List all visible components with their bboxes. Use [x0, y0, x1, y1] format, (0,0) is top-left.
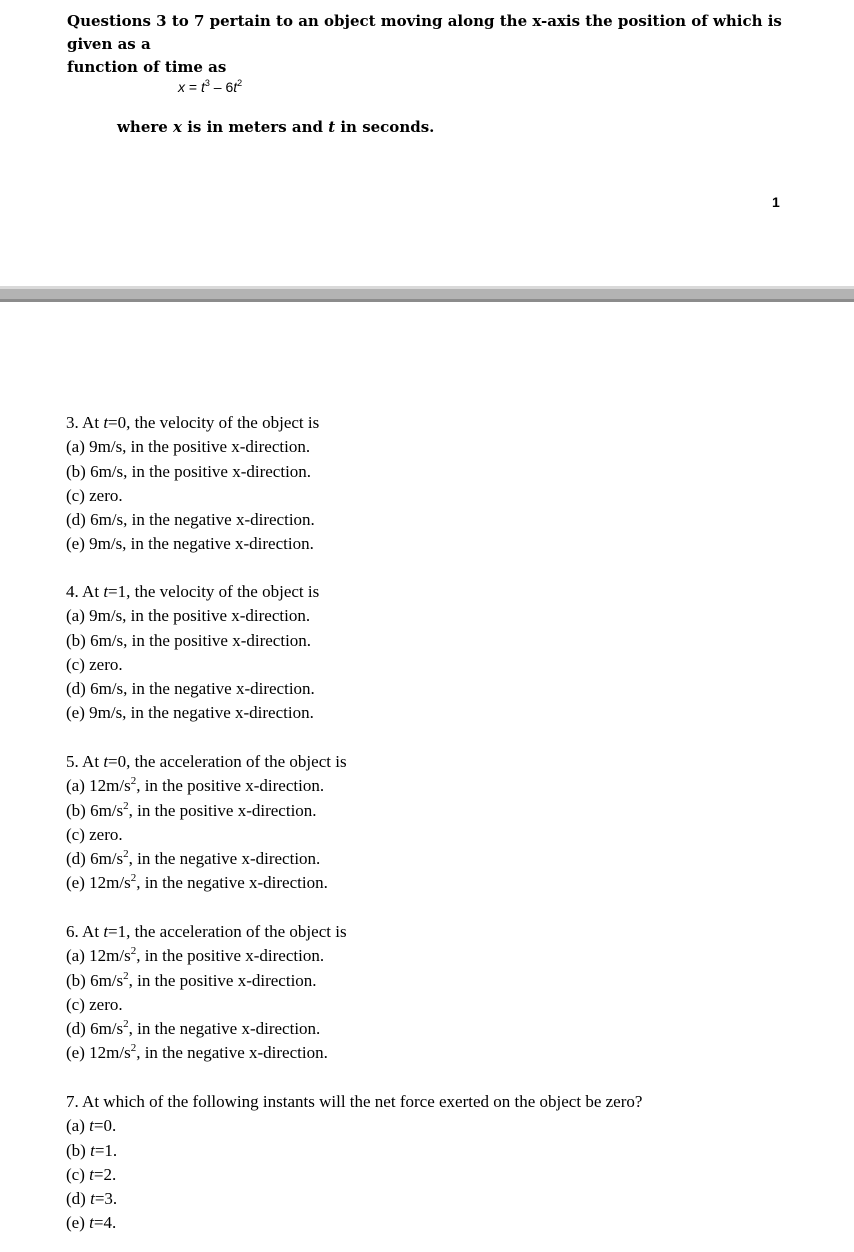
- option-d: (d) $6m/s^2$, in the negative x-direction.: [66, 1018, 321, 1039]
- question-stem: 5. At t=0, the acceleration of the object is: [66, 752, 347, 771]
- option-e: (e) 9m/s, in the negative x-direction.: [66, 703, 314, 723]
- question-3: [66, 411, 826, 557]
- option-b: (b) $6m/s^2$, in the positive x-direction.: [66, 799, 317, 820]
- option-a: (a) 9m/s, in the positive x-direction.: [66, 606, 311, 626]
- option-b: (b) 6m/s, in the positive x-direction.: [66, 630, 312, 650]
- option-c: (c) t=2.: [66, 1164, 117, 1184]
- question-6: [66, 920, 826, 1066]
- option-b: (b) 6m/s, in the positive x-direction.: [66, 461, 312, 481]
- question-stem: 7. At which of the following instants will the net force exerted on the object be zero?: [66, 1092, 643, 1111]
- option-b: (b) t=1.: [66, 1140, 118, 1160]
- option-d: (d) t=3.: [66, 1189, 118, 1209]
- page-1: [0, 0, 854, 286]
- option-b: (b) $6m/s^2$, in the positive x-direction.: [66, 969, 317, 990]
- equation-x: x: [178, 79, 185, 95]
- units-note: where x is in meters and t in seconds.: [117, 118, 435, 136]
- option-e: (e) $12m/s^2$, in the negative x-direction.: [66, 872, 328, 893]
- equation-exponent-3: 3: [204, 78, 210, 88]
- option-a: (a) t=0.: [66, 1116, 117, 1136]
- position-equation: [178, 78, 242, 95]
- equation-exponent-2: 2: [237, 78, 243, 88]
- equation-minus-six: – 6: [209, 79, 234, 95]
- option-e: (e) $12m/s^2$, in the negative x-direction.: [66, 1042, 328, 1063]
- option-c: (c) zero.: [66, 485, 123, 505]
- option-d: (d) 6m/s, in the negative x-direction.: [66, 679, 315, 699]
- page-separator: [0, 286, 854, 302]
- equation-t-cubed: t: [200, 79, 205, 95]
- equation-equals: =: [185, 79, 201, 95]
- question-stem: 6. At t=1, the acceleration of the object is: [66, 922, 347, 941]
- option-c: (c) zero.: [66, 994, 123, 1014]
- option-d: (d) $6m/s^2$, in the negative x-direction.: [66, 848, 321, 869]
- question-7: [66, 1090, 826, 1236]
- separator-shadow: [0, 299, 854, 302]
- intro-line-1: Questions 3 to 7 pertain to an object moving along the x-axis the position of which is given as a: [67, 12, 782, 53]
- question-stem: 3. At t=0, the velocity of the object is: [66, 413, 320, 432]
- option-a: (a) $12m/s^2$, in the positive x-direction.: [66, 945, 325, 966]
- equation-t-squared: t: [233, 79, 238, 95]
- option-c: (c) zero.: [66, 824, 123, 844]
- question-5: [66, 750, 826, 896]
- intro-line-2: function of time as: [67, 58, 227, 76]
- option-e: (e) 9m/s, in the negative x-direction.: [66, 534, 314, 554]
- option-a: (a) $12m/s^2$, in the positive x-direction.: [66, 775, 325, 796]
- option-d: (d) 6m/s, in the negative x-direction.: [66, 510, 315, 530]
- question-4: [66, 580, 826, 726]
- option-a: (a) 9m/s, in the positive x-direction.: [66, 437, 311, 457]
- separator-highlight: [0, 286, 854, 289]
- page-number: 1: [772, 194, 780, 210]
- intro-paragraph: [67, 10, 827, 79]
- question-stem: 4. At t=1, the velocity of the object is: [66, 582, 320, 601]
- option-e: (e) t=4.: [66, 1213, 117, 1233]
- option-c: (c) zero.: [66, 654, 123, 674]
